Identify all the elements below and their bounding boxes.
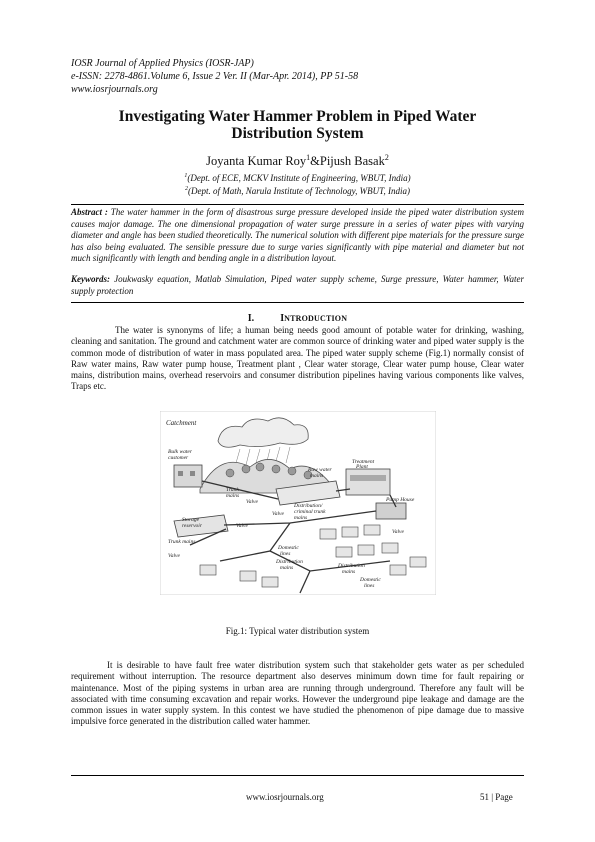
- label-customer: customer: [168, 455, 189, 461]
- footer-rule: [71, 775, 524, 776]
- water-distribution-figure: [160, 411, 436, 595]
- keywords-label: Keywords:: [71, 274, 110, 284]
- journal-header: [71, 57, 358, 96]
- label-valve-2: Valve: [272, 511, 284, 517]
- label-reservoir: reservoir: [182, 523, 202, 529]
- journal-name: IOSR Journal of Applied Physics (IOSR-JAP): [71, 58, 254, 69]
- label-pump-house: Pump House: [386, 497, 415, 503]
- label-plant: Plant: [356, 464, 368, 470]
- intro-paragraph-2: It is desirable to have fault free water distribution system such that stakeholder gets water as per scheduled requirement without interruption. The resource department also deserves minimum down time for fault repairing or maintenance. Most of the piping systems in urban area are running through underground. Therefore any fault will be associated with time consuming excavation and repair works. However the underground pipe leakage and damage are the common issues in water supply system. In this contest we have studied the phenomenon of pipe damage due to massive impulsive force generated in the distribution called water hammer.: [71, 660, 524, 727]
- keywords-bottom-rule: [71, 302, 524, 303]
- section-heading-introduction: [71, 313, 524, 324]
- page-number: 51 | Page: [480, 792, 513, 802]
- label-dist-trunk-1: Distribution/: [294, 503, 323, 509]
- journal-issn: e-ISSN: 2278-4861.Volume 6, Issue 2 Ver. II (Mar-Apr. 2014), PP 51-58: [71, 71, 359, 82]
- figure-caption: Fig.1: Typical water distribution system: [225, 626, 370, 636]
- label-domestic-2b: lines: [364, 583, 375, 589]
- section-number: I.: [247, 313, 255, 324]
- title-line-1: Investigating Water Hammer Problem in Piped Water: [118, 108, 477, 125]
- affil-2-sup: 2: [185, 186, 188, 192]
- water-distribution-illustration: [160, 411, 436, 595]
- affiliation-1: [71, 171, 524, 184]
- label-trunk-top: Trunk: [226, 487, 239, 493]
- label-dist-trunk-2: criminal trunk: [294, 509, 326, 515]
- title-line-2: Distribution System: [231, 125, 364, 142]
- abstract-text: The water hammer in the form of disastrous surge pressure developed inside the piped water distribution system causes major damage. The one dimensional propagation of water surge pressure in a series of water pipes with varying diameter and angle has been studied theoretically. The numerical solution with different pipe materials for the pressure surge has also being evaluated. The sensible pressure due to surge varies significantly with pipe material and diameter but not much significantly with length and bending angle in a distribution layout.: [71, 207, 524, 263]
- label-raw-water: Raw water: [308, 467, 332, 473]
- keywords-text: Joukwasky equation, Matlab Simulation, Piped water supply scheme, Surge pressure, Water hammer, Water supply protection: [71, 274, 524, 296]
- label-trunk-top-2: mains: [226, 493, 240, 499]
- author-1: Joyanta Kumar Roy: [206, 154, 307, 169]
- affil-2-text: (Dept. of Math, Narula Institute of Technology, WBUT, India): [188, 186, 410, 196]
- author-2: &Pijush Basak: [310, 154, 385, 169]
- label-domestic-1b: lines: [280, 551, 291, 557]
- paper-title: [71, 108, 524, 142]
- label-storage: Storage: [182, 517, 200, 523]
- affiliations: [71, 171, 524, 197]
- label-distribution-mains-2: Distribution: [338, 563, 365, 569]
- keywords: [71, 274, 524, 297]
- label-catchment: Catchment: [166, 419, 197, 427]
- label-distribution-mains-1: Distribution: [276, 559, 303, 565]
- authors: [71, 153, 524, 169]
- label-raw-mains: mains: [310, 473, 324, 479]
- abstract: [71, 207, 524, 265]
- affiliation-2: [71, 184, 524, 197]
- label-dist-trunk-3: mains: [294, 515, 308, 521]
- footer-website: www.iosrjournals.org: [246, 792, 324, 802]
- affil-1-text: (Dept. of ECE, MCKV Institute of Engineering, WBUT, India): [187, 173, 411, 183]
- affil-1-sup: 1: [184, 173, 188, 179]
- label-valve-1: Valve: [246, 499, 258, 505]
- abstract-top-rule: [71, 204, 524, 205]
- author-2-sup: 2: [384, 153, 389, 162]
- label-domestic-1: Domestic: [278, 545, 299, 551]
- label-treatment: Treatment: [352, 459, 375, 465]
- intro-paragraph-1: The water is synonyms of life; a human being needs good amount of potable water for drinking, washing, cleaning and sanitation. The ground and catchment water are common source of drinking water and piped water supply is the common mode of distribution of water in mass populated area. The piped water supply scheme (Fig.1) normally consist of Raw water mains, Raw water pump house, Treatment plant , Clear water storage, Clear water pump house, Clear water mains, distribution mains, overhead reservoirs and consumer distribution pipelines having various components like valves, Traps etc.: [71, 325, 524, 392]
- section-title-rest: NTRODUCTION: [284, 314, 348, 323]
- label-valve-5: Valve: [392, 529, 404, 535]
- section-title-first: I: [280, 313, 285, 324]
- label-valve-3: Valve: [236, 523, 248, 529]
- abstract-label: Abstract :: [71, 207, 108, 217]
- label-valve-4: Valve: [168, 553, 180, 559]
- label-domestic-2: Domestic: [360, 577, 381, 583]
- label-distribution-mains-2b: mains: [342, 569, 356, 575]
- journal-website: www.iosrjournals.org: [71, 84, 158, 95]
- author-1-sup: 1: [306, 153, 311, 162]
- label-distribution-mains-1b: mains: [280, 565, 294, 571]
- label-trunk-mains: Trunk mains: [168, 539, 196, 545]
- label-bulk-water: Bulk water: [168, 449, 192, 455]
